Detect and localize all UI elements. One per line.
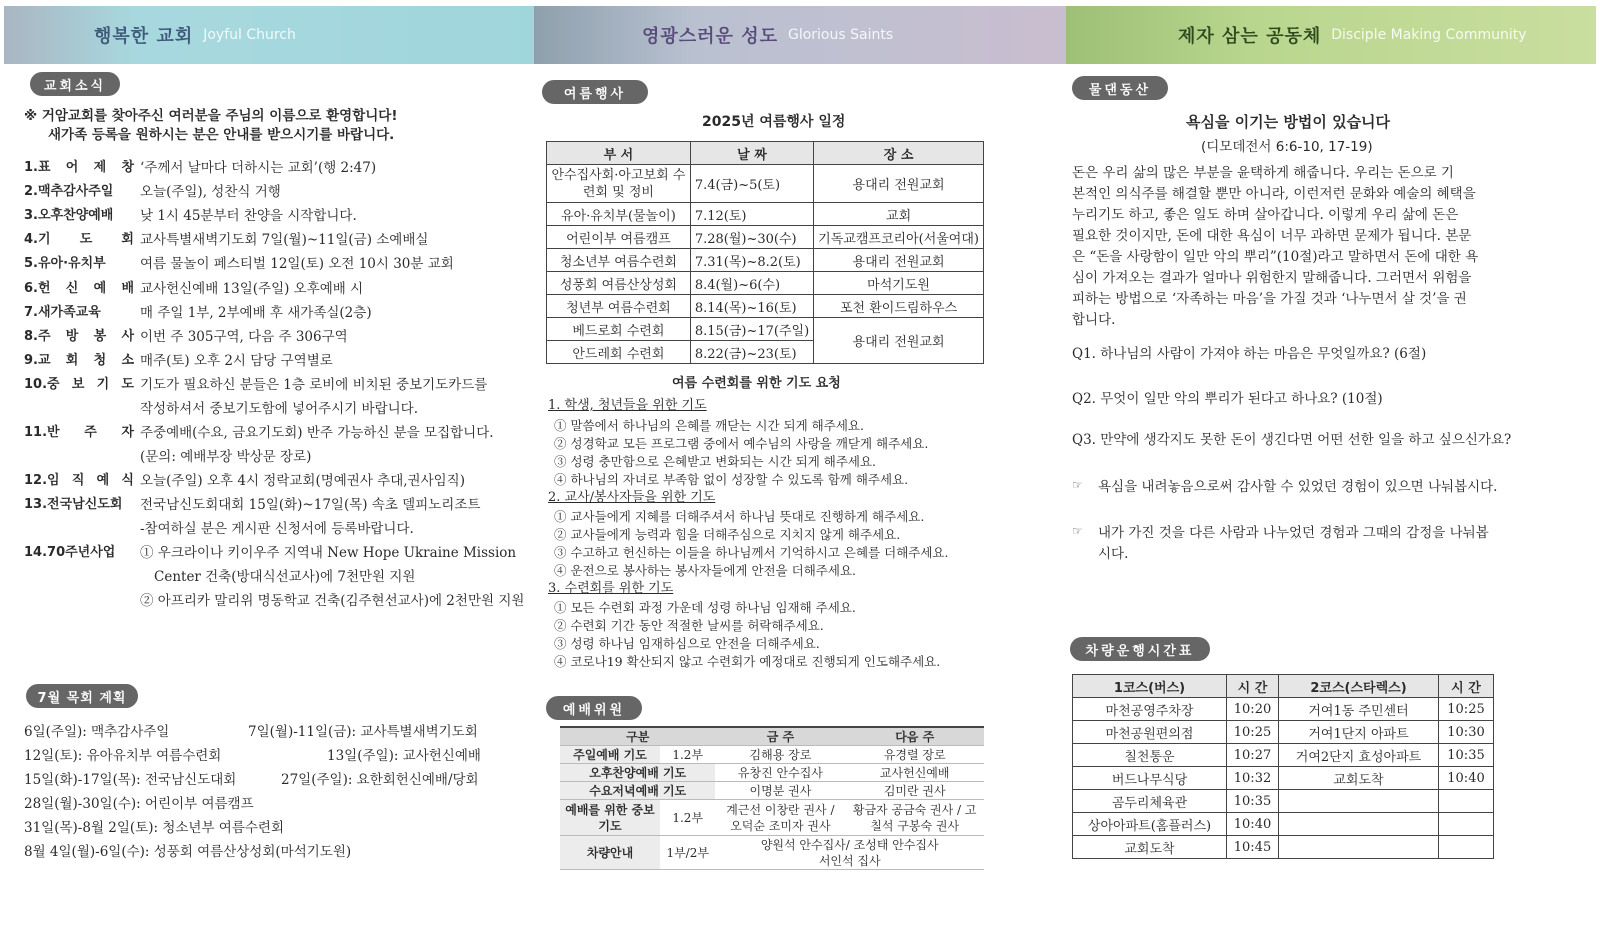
body-line: 심이 가져오는 결과가 얼마나 위험한지 말해줍니다. 그러면서 위험을 (1072, 270, 1472, 286)
prayer-title: 여름 수련회를 위한 기도 요청 (672, 376, 841, 391)
table-cell (1439, 813, 1494, 836)
table-cell: 칠천통운 (1073, 744, 1227, 767)
notice-text-cont: -참여하실 분은 게시판 신청서에 등록바랍니다. (140, 521, 414, 537)
notice-text: 여름 물놀이 페스티벌 12일(토) 오전 10시 30분 교회 (140, 256, 454, 272)
prayer-item: ② 수련회 기간 동안 적절한 날씨를 허락해주세요. (554, 618, 824, 633)
body-line: 피하는 방법으로 ‘자족하는 마음’을 가질 것과 ‘나누면서 살 것’을 권 (1072, 291, 1467, 307)
table-cell: 예배를 위한 중보기도 (560, 800, 660, 836)
table-row (547, 226, 984, 249)
notice-label: 12.임 직 예 식 (24, 473, 134, 488)
table-cell: 10:32 (1227, 767, 1279, 790)
notice-text: 이번 주 305구역, 다음 주 306구역 (140, 329, 348, 345)
table-cell: 10:25 (1227, 721, 1279, 744)
prayer-heading: 3. 수련회를 위한 기도 (548, 581, 674, 596)
table-row (1073, 836, 1494, 859)
notice-label: 13.전국남신도회 (24, 497, 123, 512)
header-glorious-saints (534, 6, 1066, 64)
table-cell: 거여2단지 효성아파트 (1279, 744, 1439, 767)
table-header-row (1073, 675, 1494, 698)
notice-text: 오늘(주일) 오후 4시 정락교회(명예권사 추대,권사임직) (140, 473, 465, 489)
table-cell: 곰두리체육관 (1073, 790, 1227, 813)
table-row (1073, 813, 1494, 836)
section-title-church-news: 교회소식 (30, 72, 120, 96)
table-cell: 안드레회 수련회 (547, 341, 691, 364)
table-cell: 마천공영주차장 (1073, 698, 1227, 721)
table-row (547, 249, 984, 272)
notice-label: 9.교 회 청 소 (24, 353, 134, 368)
worship-committee-table (560, 726, 984, 870)
prayer-item: ② 교사들에게 능력과 힘을 더해주심으로 지치지 않게 해주세요. (554, 527, 901, 542)
notice-text: 전국남신도회대회 15일(화)~17일(목) 속초 델피노리조트 (140, 497, 481, 513)
table-cell: 8.22(금)~23(토) (690, 341, 813, 364)
column-header: 다음 주 (845, 727, 984, 746)
table-cell: 차량안내 (560, 836, 660, 870)
plan-item: 6일(주일): 맥추감사주일 (24, 724, 170, 740)
header-title-ko: 영광스러운 성도 (642, 26, 778, 47)
table-cell: 유아·유치부(물놀이) (547, 203, 691, 226)
table-cell: 계근선 이창란 권사 / 오덕순 조미자 권사 (715, 800, 845, 836)
table-cell: 7.31(목)~8.2(토) (690, 249, 813, 272)
prayer-item: ④ 운전으로 봉사하는 봉사자들에게 안전을 더해주세요. (554, 563, 856, 578)
table-cell: 오후찬양예배 기도 (560, 764, 715, 782)
table-cell (715, 836, 984, 870)
plan-item: 8월 4일(월)-6일(수): 성풍회 여름산상성회(마석기도원) (24, 844, 352, 860)
table-cell: 용대리 전원교회 (814, 165, 984, 203)
table-cell: 10:40 (1439, 767, 1494, 790)
section-title-worship-committee: 예배위원 (546, 696, 642, 720)
table-cell: 김해용 장로 (715, 746, 845, 764)
table-cell: 유창진 안수집사 (715, 764, 845, 782)
body-line: 은 “돈을 사랑함이 일만 악의 뿌리”(10절)라고 말하면서 돈에 대한 욕 (1072, 249, 1479, 265)
share-prompt-2: 내가 가진 것을 다른 사람과 나누었던 경험과 그때의 감정을 나눠봅 (1098, 525, 1489, 541)
table-cell: 주일예배 기도 (560, 746, 660, 764)
prayer-item: ③ 수고하고 헌신하는 이들을 하나님께서 기억하시고 은혜를 더해주세요. (554, 545, 949, 560)
header-joyful-church (4, 6, 534, 64)
notice-text: ① 우크라이나 키이우주 지역내 New Hope Ukraine Mission (140, 545, 517, 561)
table-cell: 10:45 (1227, 836, 1279, 859)
notice-text: 낮 1시 45분부터 찬양을 시작합니다. (140, 208, 357, 224)
table-cell: 10:35 (1439, 744, 1494, 767)
plan-item: 15일(화)-17일(목): 전국남신도대회 (24, 772, 237, 788)
plan-item: 7일(월)-11일(금): 교사특별새벽기도회 (248, 724, 478, 740)
table-row (560, 746, 984, 764)
pointing-hand-icon: ☞ (1072, 524, 1083, 538)
pointing-hand-icon: ☞ (1072, 478, 1083, 492)
table-cell: 거여1단지 아파트 (1279, 721, 1439, 744)
notice-label: 3.오후찬양예배 (24, 208, 114, 223)
table-cell: 10:35 (1227, 790, 1279, 813)
table-cell: 7.4(금)~5(토) (690, 165, 813, 203)
body-line: 돈은 우리 삶의 많은 부분을 윤택하게 해줍니다. 우리는 돈으로 기 (1072, 165, 1454, 181)
column-header: 부 서 (547, 142, 691, 165)
summer-event-table (546, 141, 984, 364)
question-1: Q1. 하나님의 사람이 가져야 하는 마음은 무엇일까요? (6절) (1072, 346, 1427, 362)
header-title-en: Joyful Church (203, 27, 296, 43)
table-cell: 김미란 권사 (845, 782, 984, 800)
prayer-item: ① 교사들에게 지혜를 더해주셔서 하나님 뜻대로 진행하게 해주세요. (554, 509, 925, 524)
section-title-watered-garden: 물댄동산 (1072, 76, 1168, 100)
devotion-title: 욕심을 이기는 방법이 있습니다 (1186, 113, 1391, 131)
notice-text-cont: 작성하셔서 중보기도함에 넣어주시기 바랍니다. (140, 401, 418, 417)
table-cell: 상아아파트(홈플러스) (1073, 813, 1227, 836)
table-cell: 8.15(금)~17(주일) (690, 318, 813, 341)
table-cell (1279, 836, 1439, 859)
table-cell: 용대리 전원교회 (814, 249, 984, 272)
table-cell: 10:27 (1227, 744, 1279, 767)
table-cell: 1.2부 (660, 746, 715, 764)
event-table-title: 2025년 여름행사 일정 (702, 114, 846, 130)
notice-label: 14.70주년사업 (24, 545, 116, 560)
table-cell: 7.12(토) (690, 203, 813, 226)
header-title-ko: 행복한 교회 (94, 26, 194, 47)
column-header: 시 간 (1227, 675, 1279, 698)
notice-label: 7.새가족교육 (24, 305, 101, 320)
table-row (560, 800, 984, 836)
table-cell: 안수집사회·아고보회 수련회 및 정비 (547, 165, 691, 203)
table-cell: 성풍회 여름산상성회 (547, 272, 691, 295)
column-header: 날 짜 (690, 142, 813, 165)
table-row (1073, 744, 1494, 767)
table-cell: 버드나무식당 (1073, 767, 1227, 790)
table-cell: 거여1동 주민센터 (1279, 698, 1439, 721)
table-row (560, 836, 984, 870)
column-header: 장 소 (814, 142, 984, 165)
notice-text-cont: ② 아프리카 말리위 명동학교 건축(김주현선교사)에 2천만원 지원 (140, 593, 525, 609)
table-cell: 포천 환이드림하우스 (814, 295, 984, 318)
notice-text: 주중예배(수요, 금요기도회) 반주 가능하신 분을 모집합니다. (140, 425, 494, 441)
table-row (1073, 790, 1494, 813)
header-disciple-making (1066, 6, 1596, 64)
header-title-en: Glorious Saints (787, 27, 894, 43)
column-header: 금 주 (715, 727, 845, 746)
notice-label: 4.기 도 회 (24, 232, 134, 247)
prayer-item: ③ 성령 하나님 임재하심으로 안전을 더해주세요. (554, 636, 820, 651)
notice-label: 1.표 어 제 창 (24, 160, 134, 175)
table-cell: 1.2부 (660, 800, 715, 836)
table-row (1073, 767, 1494, 790)
table-row (547, 165, 984, 203)
bus-schedule-table (1072, 674, 1494, 859)
table-cell: 교회도착 (1073, 836, 1227, 859)
table-row (1073, 721, 1494, 744)
prayer-item: ② 성경학교 모든 프로그램 중에서 예수님의 사랑을 깨닫게 해주세요. (554, 436, 929, 451)
prayer-heading: 1. 학생, 청년들을 위한 기도 (548, 398, 707, 413)
table-cell: 기독교캠프코리아(서울여대) (814, 226, 984, 249)
notice-label: 10.중 보 기 도 (24, 377, 134, 392)
body-line: 합니다. (1072, 312, 1116, 328)
table-cell: 청년부 여름수련회 (547, 295, 691, 318)
notice-text: 매 주일 1부, 2부예배 후 새가족실(2층) (140, 305, 372, 321)
table-cell: 8.14(목)~16(토) (690, 295, 813, 318)
notice-label: 6.헌 신 예 배 (24, 281, 134, 296)
prayer-heading: 2. 교사/봉사자들을 위한 기도 (548, 490, 716, 505)
table-cell (1439, 836, 1494, 859)
prayer-item: ① 모든 수련회 과정 가운데 성령 하나님 임재해 주세요. (554, 600, 856, 615)
share-prompt-1: 욕심을 내려놓음으로써 감사할 수 있었던 경험이 있으면 나눠봅시다. (1098, 479, 1498, 495)
notice-text: ‘주께서 날마다 더하시는 교회’(행 2:47) (140, 160, 377, 176)
table-cell: 용대리 전원교회 (814, 318, 984, 364)
header-title-ko: 제자 삼는 공동체 (1178, 26, 1322, 47)
prayer-item: ③ 성령 충만함으로 은혜받고 변화되는 시간 되게 해주세요. (554, 454, 877, 469)
section-title-bus-schedule: 차량운행시간표 (1070, 637, 1210, 661)
section-title-july-plan: 7월 목회 계획 (26, 684, 138, 708)
notice-text: 오늘(주일), 성찬식 거행 (140, 184, 281, 200)
plan-item: 31일(목)-8월 2일(토): 청소년부 여름수련회 (24, 820, 284, 836)
notice-text-cont: (문의: 예배부장 박상문 장로) (140, 449, 312, 465)
body-line: 필요한 것이지만, 돈에 대한 욕심이 너무 과하면 문제가 됩니다. 본문 (1072, 228, 1472, 244)
table-cell: 10:40 (1227, 813, 1279, 836)
question-2: Q2. 무엇이 일만 악의 뿌리가 된다고 하나요? (10절) (1072, 391, 1383, 407)
table-cell (1439, 790, 1494, 813)
plan-item: 28일(월)-30일(수): 어린이부 여름캠프 (24, 796, 254, 812)
notice-label: 8.주 방 봉 사 (24, 329, 134, 344)
table-cell: 7.28(월)~30(수) (690, 226, 813, 249)
prayer-item: ① 말씀에서 하나님의 은혜를 깨닫는 시간 되게 해주세요. (554, 418, 864, 433)
column-header: 1코스(버스) (1073, 675, 1227, 698)
table-cell: 수요저녁예배 기도 (560, 782, 715, 800)
notice-text: 기도가 필요하신 분들은 1층 로비에 비치된 중보기도카드를 (140, 377, 488, 393)
table-cell: 마석기도원 (814, 272, 984, 295)
header-title-en: Disciple Making Community (1331, 27, 1527, 43)
table-row (547, 272, 984, 295)
column-header: 구분 (560, 727, 715, 746)
notice-text: 교사헌신예배 13일(주일) 오후예배 시 (140, 281, 364, 297)
table-cell: 유경렬 장로 (845, 746, 984, 764)
body-line: 누리기도 하고, 좋은 일도 하며 살아갑니다. 이렇게 우리 삶에 돈은 (1072, 207, 1459, 223)
table-header-row (560, 727, 984, 746)
devotion-scripture: (디모데전서 6:6-10, 17-19) (1201, 139, 1373, 155)
notice-text: 매주(토) 오후 2시 담당 구역별로 (140, 353, 333, 369)
notice-text: 교사특별새벽기도회 7일(월)~11일(금) 소예배실 (140, 232, 429, 248)
table-cell: 8.4(월)~6(수) (690, 272, 813, 295)
welcome-line-2: 새가족 등록을 원하시는 분은 안내를 받으시기를 바랍니다. (48, 127, 395, 143)
table-cell: 1부/2부 (660, 836, 715, 870)
column-header: 2코스(스타렉스) (1279, 675, 1439, 698)
table-cell: 10:30 (1439, 721, 1494, 744)
plan-item: 12일(토): 유아유치부 여름수련회 (24, 748, 222, 764)
table-row (547, 318, 984, 341)
notice-label: 2.맥추감사주일 (24, 184, 114, 199)
table-row (547, 295, 984, 318)
prayer-item: ④ 하나님의 자녀로 부족함 없이 성장할 수 있도록 함께 해주세요. (554, 472, 909, 487)
plan-item: 27일(주일): 요한회헌신예배/당회 (281, 772, 479, 788)
prayer-item: ④ 코로나19 확산되지 않고 수련회가 예정대로 진행되게 인도해주세요. (554, 654, 941, 669)
table-cell: 10:20 (1227, 698, 1279, 721)
column-header: 시 간 (1439, 675, 1494, 698)
table-cell: 마천공원편의점 (1073, 721, 1227, 744)
driver-next: 서인석 집사 (818, 853, 881, 868)
table-cell: 교회도착 (1279, 767, 1439, 790)
table-cell: 황금자 공금숙 권사 / 고칠석 구봉숙 권사 (845, 800, 984, 836)
welcome-line-1: ※ 거암교회를 찾아주신 여러분을 주님의 이름으로 환영합니다! (24, 108, 398, 124)
body-line: 본적인 의식주를 해결할 뿐만 아니라, 이런저런 문화와 예술의 혜택을 (1072, 186, 1476, 202)
share-prompt-2-cont: 시다. (1098, 546, 1129, 562)
table-cell: 교사헌신예배 (845, 764, 984, 782)
table-row (1073, 698, 1494, 721)
section-title-summer-events: 여름행사 (542, 80, 648, 104)
table-row (547, 203, 984, 226)
question-3: Q3. 만약에 생각지도 못한 돈이 생긴다면 어떤 선한 일을 하고 싶으신가요? (1072, 432, 1512, 448)
plan-item: 13일(주일): 교사헌신예배 (327, 748, 481, 764)
notice-text-cont: Center 건축(방대식선교사)에 7천만원 지원 (154, 569, 416, 585)
table-cell: 교회 (814, 203, 984, 226)
table-cell (1279, 790, 1439, 813)
table-header-row (547, 142, 984, 165)
table-cell (1279, 813, 1439, 836)
table-cell: 이명분 권사 (715, 782, 845, 800)
table-cell: 10:25 (1439, 698, 1494, 721)
table-cell: 베드로회 수련회 (547, 318, 691, 341)
table-cell: 청소년부 여름수련회 (547, 249, 691, 272)
notice-label: 11.반 주 자 (24, 425, 134, 440)
notice-label: 5.유아·유치부 (24, 256, 106, 271)
table-row (560, 782, 984, 800)
table-cell: 어린이부 여름캠프 (547, 226, 691, 249)
table-row (560, 764, 984, 782)
driver-current: 양원석 안수집사/ 조성태 안수집사 (760, 837, 939, 852)
